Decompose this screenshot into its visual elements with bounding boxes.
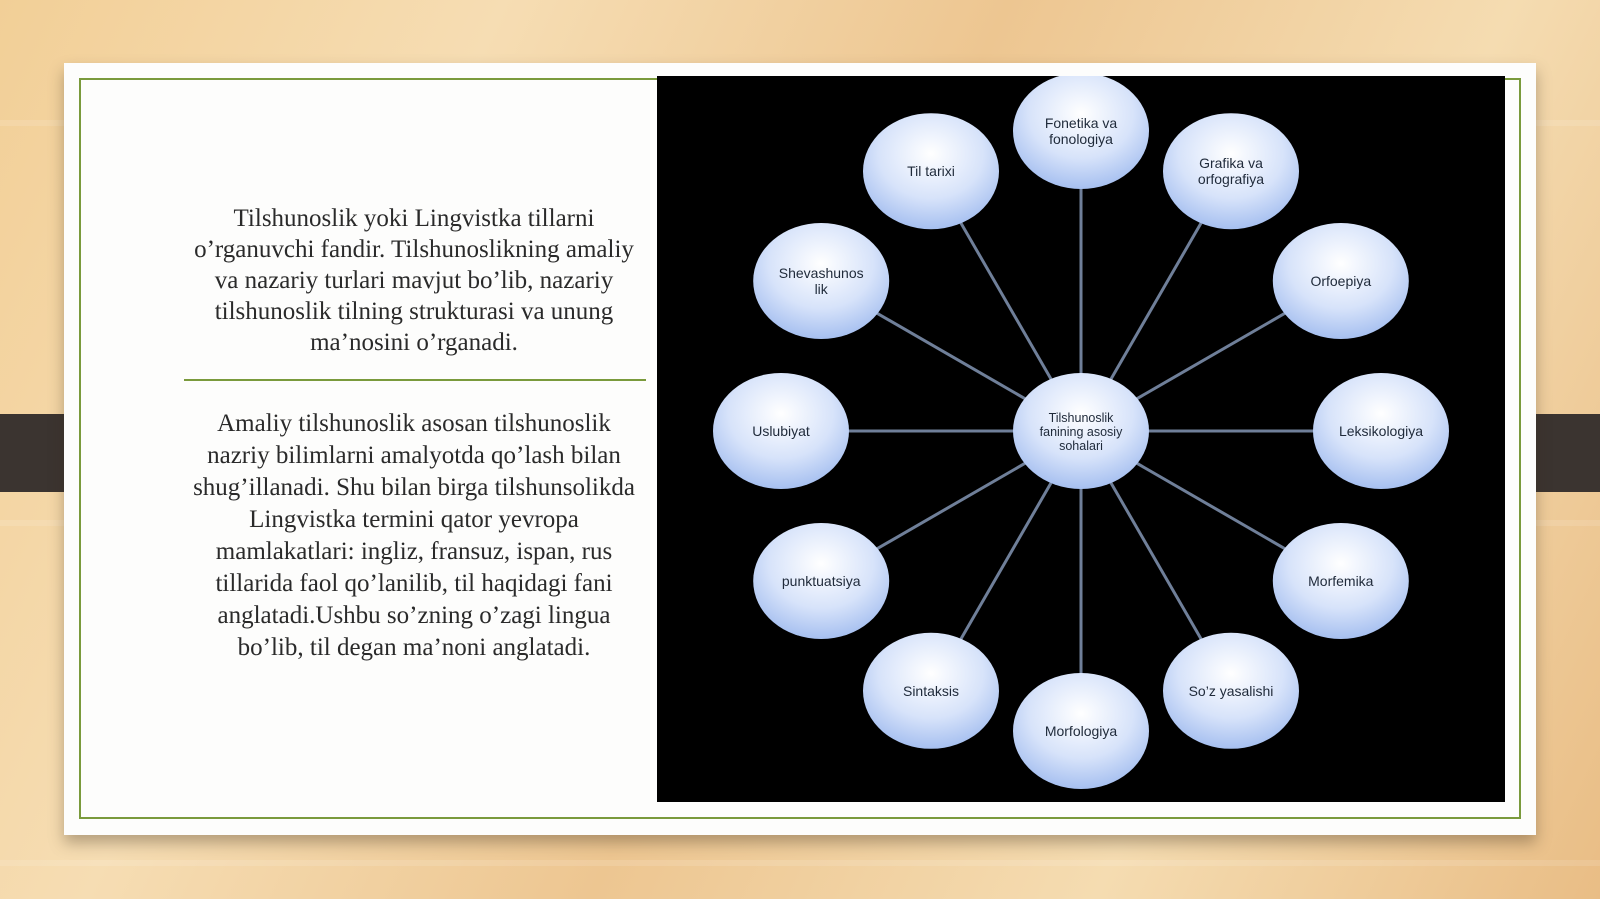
hub-node bbox=[1013, 373, 1149, 489]
branch-node-label: Orfoepiya bbox=[1310, 273, 1372, 289]
hub-node-label: fanining asosiy bbox=[1039, 425, 1123, 439]
intro-paragraph: Tilshunoslik yoki Lingvistka tillarni o’rganuvchi fandir. Tilshunoslikning amaliy va nazariy turlari mavjut bo’lib, nazariy tilshunoslik tilning strukturasi va unung ma’nosini o’rganadi. bbox=[194, 205, 634, 356]
branch-node bbox=[863, 113, 999, 229]
hub-node-label: Tilshunoslik bbox=[1048, 411, 1114, 425]
slide bbox=[64, 63, 1536, 835]
branch-node-label: Leksikologiya bbox=[1338, 423, 1424, 439]
branch-node bbox=[1273, 223, 1409, 339]
branch-node bbox=[863, 633, 999, 749]
branch-node-label: Til tarixi bbox=[907, 163, 955, 180]
branch-node-label: Morfemika bbox=[1308, 573, 1374, 589]
branch-node bbox=[713, 373, 849, 489]
hub-node-label: sohalari bbox=[1059, 439, 1103, 453]
branch-node-label: Morfologiya bbox=[1044, 723, 1118, 739]
branch-node bbox=[1013, 76, 1149, 189]
diagram-svg bbox=[657, 76, 1505, 802]
branch-node-label: Uslubiyat bbox=[752, 423, 810, 439]
branch-node bbox=[1163, 633, 1299, 749]
branch-node bbox=[753, 223, 889, 339]
branch-node-label: Grafika va bbox=[1199, 155, 1263, 172]
branch-node-label: Fonetika va bbox=[1044, 115, 1118, 131]
branch-node bbox=[1013, 673, 1149, 789]
branch-node-label: orfografiya bbox=[1197, 171, 1265, 188]
divider-line bbox=[184, 379, 646, 381]
linguistics-branches-diagram bbox=[657, 76, 1505, 802]
branch-node-label: Sintaksis bbox=[902, 682, 960, 699]
branch-node-label: Shevashunos bbox=[778, 265, 864, 281]
branch-node-label: lik bbox=[814, 281, 828, 297]
branch-node-label: punktuatsiya bbox=[781, 573, 861, 589]
branch-node-label: fonologiya bbox=[1049, 131, 1113, 147]
branch-node bbox=[753, 523, 889, 639]
branch-node-label: So’z yasalishi bbox=[1188, 682, 1274, 699]
branch-node bbox=[1163, 113, 1299, 229]
applied-linguistics-paragraph: Amaliy tilshunoslik asosan tilshunoslik nazriy bilimlarni amalyotda qo’lash bilan shug’illanadi. Shu bilan birga tilshunsolikda Lingvistka termini qator yevropa mamlakatlari: ingliz, fransuz, ispan, rus tillarida faol qo’lanilib, til haqidagi fani anglatadi.Ushbu so’zning o’zagi lingua bo’lib, til degan ma’noni anglatadi. bbox=[193, 410, 635, 661]
branch-node bbox=[1273, 523, 1409, 639]
branch-node bbox=[1313, 373, 1449, 489]
